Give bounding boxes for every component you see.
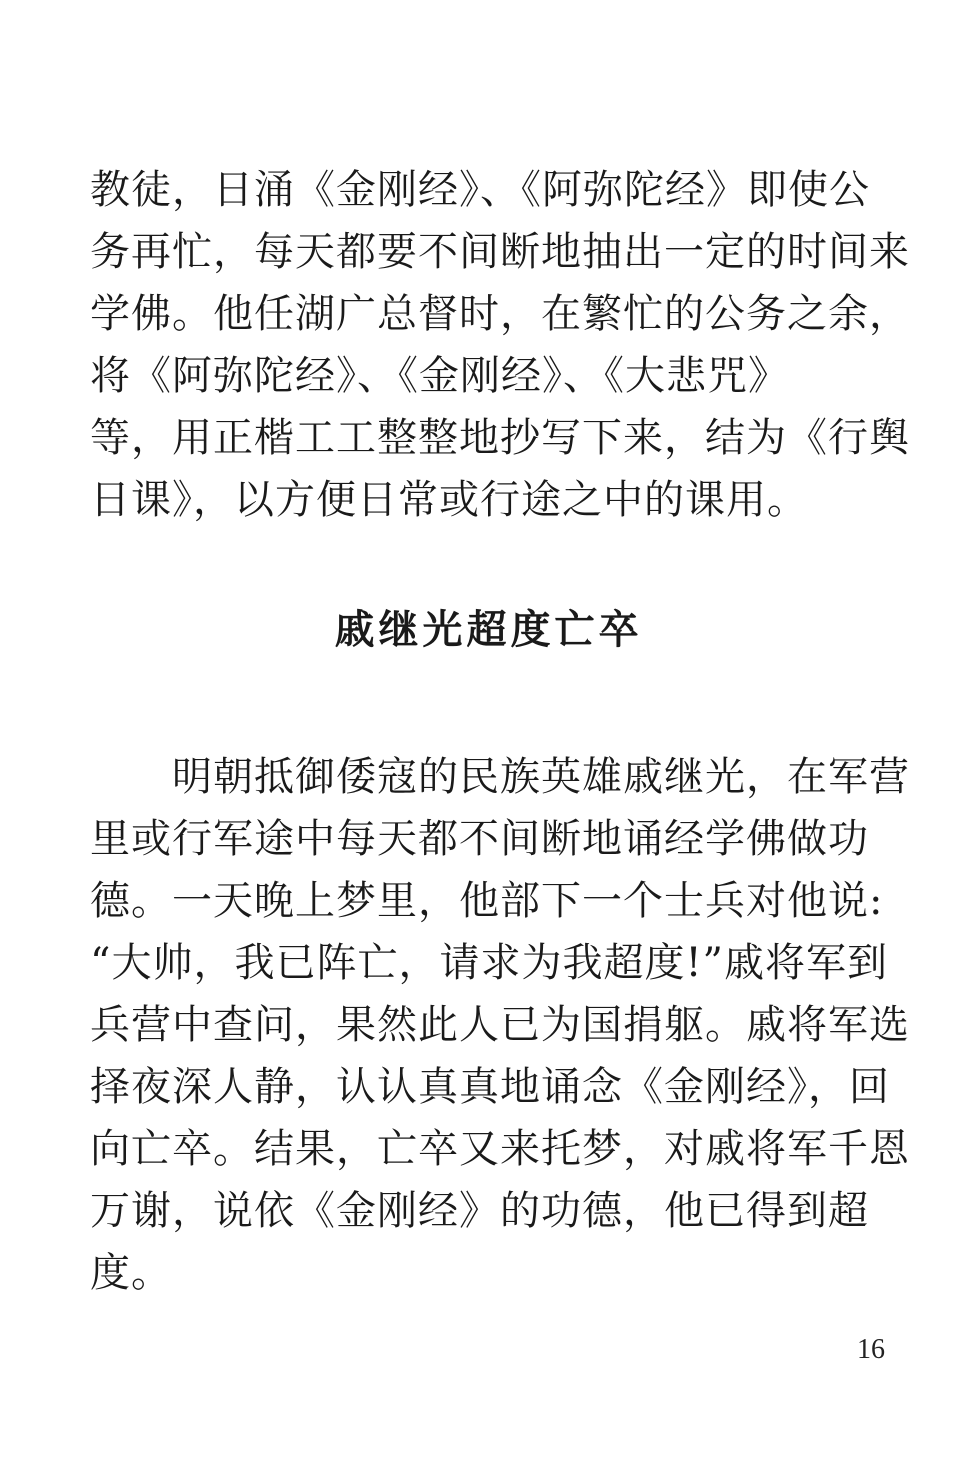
- text-line: 里或行军途中每天都不间断地诵经学佛做功: [90, 816, 869, 862]
- text-line: 择夜深人静，认认真真地诵念《金刚经》，回: [90, 1064, 890, 1110]
- page-number: 16: [857, 1334, 885, 1365]
- text-line: 德。一天晚上梦里，他部下一个士兵对他说:: [90, 878, 884, 924]
- text-line: 明朝抵御倭寇的民族英雄戚继光，在军营: [90, 754, 910, 800]
- text-line: 向亡卒。结果，亡卒又来托梦，对戚将军千恩: [90, 1126, 910, 1172]
- text-line: 万谢，说依《金刚经》的功德，他已得到超: [90, 1188, 869, 1234]
- text-line: 兵营中查问，果然此人已为国捐躯。戚将军选: [90, 1002, 910, 1048]
- text-line: 将《阿弥陀经》、《金刚经》、《大悲咒》: [90, 353, 789, 399]
- text-line: 度。: [90, 1250, 172, 1296]
- text-line: 教徒，日涌《金刚经》、《阿弥陀经》即使公: [90, 167, 870, 213]
- text-line: 学佛。他任湖广总督时，在繁忙的公务之余，: [90, 291, 910, 337]
- section-title: 戚继光超度亡卒: [334, 607, 643, 653]
- text-line: 等，用正楷工工整整地抄写下来，结为《行舆: [90, 415, 910, 461]
- text-line: 日课》，以方便日常或行途之中的课用。: [90, 477, 808, 523]
- text-line: “大帅，我已阵亡，请求为我超度!”戚将军到: [90, 940, 888, 986]
- text-line: 务再忙，每天都要不间断地抽出一定的时间来: [90, 229, 910, 275]
